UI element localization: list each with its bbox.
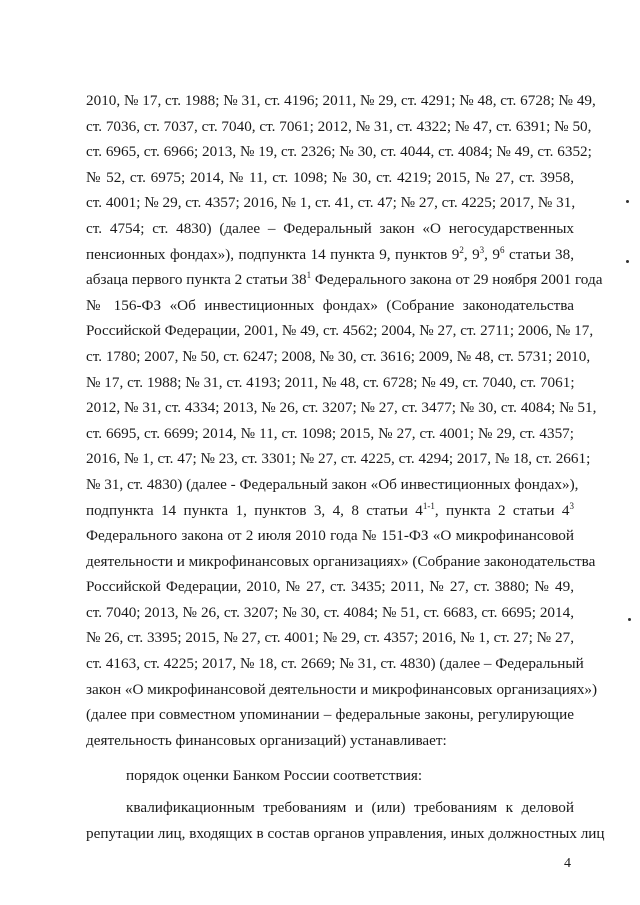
paragraph-legal-references bbox=[86, 88, 603, 753]
text-fragment: подпункта 14 пункта 1, пунктов 3, 4, 8 статьи 4 bbox=[86, 501, 423, 519]
text-line: ст. 6965, ст. 6966; 2013, № 19, ст. 2326; № 30, ст. 4044, ст. 4084; № 49, ст. 6352; bbox=[86, 143, 592, 161]
text-line bbox=[86, 267, 603, 293]
text-fragment: пенсионных фондах»), подпункта 14 пункта 9, пунктов 9 bbox=[86, 245, 460, 263]
superscript: 1 bbox=[306, 270, 312, 281]
text-fragment: статьи 38, bbox=[504, 245, 575, 263]
page-number: 4 bbox=[564, 856, 571, 871]
text-line: № 17, ст. 1988; № 31, ст. 4193; 2011, № 48, ст. 6728; № 49, ст. 7040, ст. 7061; bbox=[86, 373, 575, 391]
text-line: ст. 7036, ст. 7037, ст. 7040, ст. 7061; 2012, № 31, ст. 4322; № 47, ст. 6391; № 50, bbox=[86, 117, 592, 135]
text-line: № 26, ст. 3395; 2015, № 27, ст. 4001; № 29, ст. 4357; 2016, № 1, ст. 27; № 27, bbox=[86, 629, 574, 647]
body-text bbox=[86, 88, 605, 846]
text-line: Российской Федерации, 2001, № 49, ст. 4562; 2004, № 27, ст. 2711; 2006, № 17, bbox=[86, 322, 594, 340]
text-line: № 31, ст. 4830) (далее - Федеральный закон «Об инвестиционных фондах»), bbox=[86, 475, 579, 493]
text-fragment: , 9 bbox=[463, 245, 480, 263]
text-line: 2016, № 1, ст. 47; № 23, ст. 3301; № 27, ст. 4225, ст. 4294; 2017, № 18, ст. 2661; bbox=[86, 450, 591, 468]
text-line: (далее при совместном упоминании – федеральные законы, регулирующие bbox=[86, 706, 574, 724]
paragraph-qualification-requirements bbox=[86, 795, 605, 846]
superscript: 6 bbox=[500, 244, 505, 255]
text-line: закон «О микрофинансовой деятельности и микрофинансовых организациях») bbox=[86, 680, 598, 698]
superscript: 2 bbox=[459, 244, 464, 255]
text-line: № 156-ФЗ «Об инвестиционных фондах» (Собрание законодательства bbox=[86, 296, 574, 314]
scan-artifact bbox=[626, 200, 629, 203]
text-line: Российской Федерации, 2010, № 27, ст. 3435; 2011, № 27, ст. 3880; № 49, bbox=[86, 578, 574, 596]
text-fragment: , 9 bbox=[484, 245, 501, 263]
superscript: 1-1 bbox=[422, 500, 435, 511]
text-line: 2012, № 31, ст. 4334; 2013, № 26, ст. 3207; № 27, ст. 3477; № 30, ст. 4084; № 51, bbox=[86, 399, 597, 417]
text-line: ст. 1780; 2007, № 50, ст. 6247; 2008, № 30, ст. 3616; 2009, № 48, ст. 5731; 2010, bbox=[86, 347, 591, 365]
text-line: репутации лиц, входящих в состав органов управления, иных должностных лиц bbox=[86, 824, 605, 842]
superscript: 3 bbox=[479, 244, 485, 255]
text-line: ст. 7040; 2013, № 26, ст. 3207; № 30, ст. 4084; № 51, ст. 6683, ст. 6695; 2014, bbox=[86, 603, 574, 621]
text-line bbox=[86, 242, 574, 268]
paragraph-assessment-order bbox=[86, 763, 574, 789]
text-line bbox=[86, 498, 574, 524]
text-line: № 52, ст. 6975; 2014, № 11, ст. 1098; № 30, ст. 4219; 2015, № 27, ст. 3958, bbox=[86, 168, 574, 186]
text-line: 2010, № 17, ст. 1988; № 31, ст. 4196; 2011, № 29, ст. 4291; № 48, ст. 6728; № 49, bbox=[86, 92, 596, 109]
text-line: ст. 4754; ст. 4830) (далее – Федеральный закон «О негосударственных bbox=[86, 219, 574, 237]
text-line: деятельность финансовых организаций) устанавливает: bbox=[86, 731, 447, 749]
text-line: ст. 4001; № 29, ст. 4357; 2016, № 1, ст. 41, ст. 47; № 27, ст. 4225; 2017, № 31, bbox=[86, 194, 576, 212]
text-line: Федерального закона от 2 июля 2010 года № 151-ФЗ «О микрофинансовой bbox=[86, 527, 574, 545]
text-line: порядок оценки Банком России соответствия: bbox=[126, 767, 423, 785]
superscript: 3 bbox=[569, 500, 574, 511]
text-line: квалификационным требованиям и (или) требованиям к деловой bbox=[126, 799, 574, 817]
text-line: ст. 4163, ст. 4225; 2017, № 18, ст. 2669; № 31, ст. 4830) (далее – Федеральный bbox=[86, 655, 584, 673]
scan-artifact bbox=[626, 260, 629, 263]
text-fragment: , пункта 2 статьи 4 bbox=[434, 501, 570, 519]
text-line: деятельности и микрофинансовых организациях» (Собрание законодательства bbox=[86, 552, 596, 570]
text-line: ст. 6695, ст. 6699; 2014, № 11, ст. 1098; 2015, № 27, ст. 4001; № 29, ст. 4357; bbox=[86, 424, 574, 442]
text-fragment: Федерального закона от 29 ноября 2001 года bbox=[311, 271, 603, 289]
text-fragment: абзаца первого пункта 2 статьи 38 bbox=[86, 271, 307, 289]
scan-artifact bbox=[628, 618, 631, 621]
